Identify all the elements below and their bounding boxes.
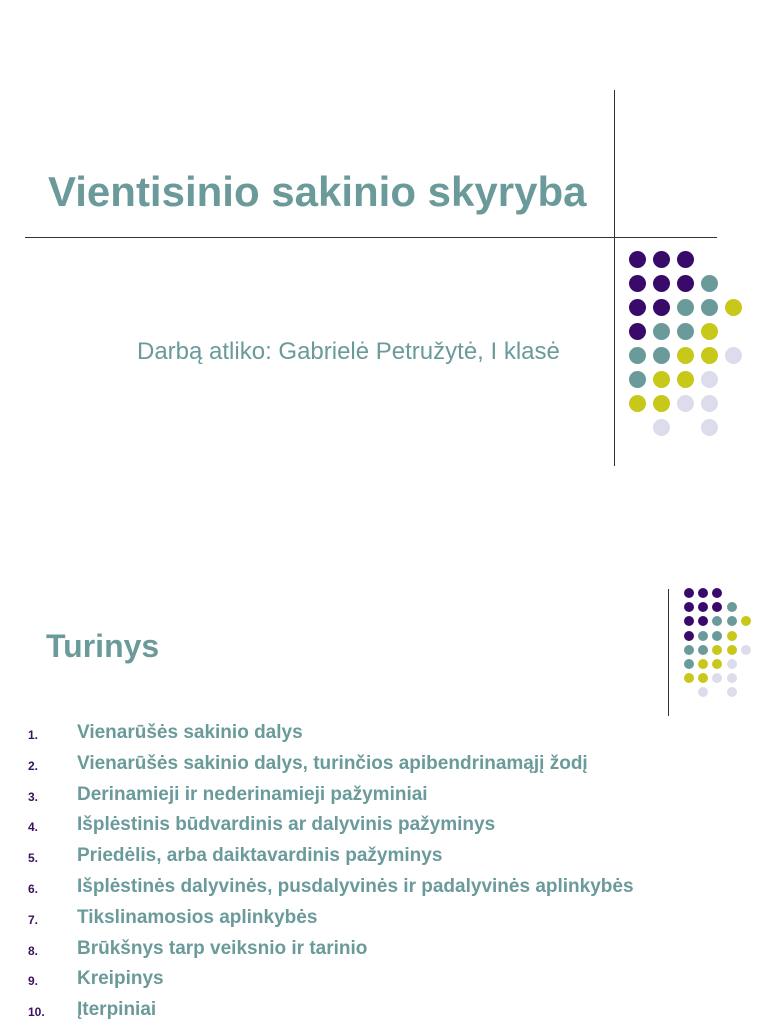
decorative-dot [684, 616, 694, 626]
list-item-number: 10. [28, 1005, 45, 1020]
list-item-text: Priedėlis, arba daiktavardinis pažyminys [77, 845, 443, 867]
decorative-dot [712, 631, 722, 641]
decorative-dot [677, 347, 694, 364]
decorative-dot [727, 673, 737, 683]
decorative-dot [725, 299, 742, 316]
decorative-dot [701, 419, 718, 436]
decorative-dot [727, 602, 737, 612]
decorative-dot [712, 616, 722, 626]
decorative-dot [677, 371, 694, 388]
decorative-dot [741, 645, 751, 655]
decorative-dot [741, 616, 751, 626]
vertical-divider [668, 589, 669, 716]
contents-title: Turinys [46, 628, 160, 664]
list-item-number: 7. [28, 912, 39, 927]
list-item-text: Derinamieji ir nederinamieji pažyminiai [77, 783, 428, 805]
decorative-dot [653, 299, 670, 316]
decorative-dot [629, 371, 646, 388]
decorative-dot [701, 299, 718, 316]
list-item-text: Kreipinys [77, 968, 164, 990]
decorative-dot [653, 371, 670, 388]
decorative-dot [677, 275, 694, 292]
decorative-dot [727, 631, 737, 641]
decorative-dot [698, 588, 708, 598]
list-item-number: 4. [28, 820, 39, 835]
decorative-dot [701, 323, 718, 340]
decorative-dot [727, 687, 737, 697]
decorative-dot [725, 347, 742, 364]
list-item-text: Tikslinamosios aplinkybės [77, 906, 318, 928]
decorative-dot [727, 616, 737, 626]
decorative-dot [684, 673, 694, 683]
list-item-text: Įterpiniai [77, 999, 157, 1021]
decorative-dot [701, 371, 718, 388]
decorative-dot [712, 659, 722, 669]
decorative-dot [629, 347, 646, 364]
decorative-dot [701, 395, 718, 412]
list-item-number: 8. [28, 943, 39, 958]
decorative-dot [677, 299, 694, 316]
contents-slide [0, 500, 768, 1024]
list-item-number: 9. [28, 974, 39, 989]
decorative-dot [653, 323, 670, 340]
decorative-dot [684, 631, 694, 641]
decorative-dot [653, 347, 670, 364]
decorative-dot [653, 275, 670, 292]
decorative-dot [727, 645, 737, 655]
list-item-number: 2. [28, 758, 39, 773]
decorative-dot [677, 395, 694, 412]
list-item-text: Vienarūšės sakinio dalys, turinčios apibendrinamąjį žodį [77, 752, 588, 774]
decorative-dot [698, 659, 708, 669]
decorative-dot [653, 419, 670, 436]
decorative-dot [684, 588, 694, 598]
decorative-dot [684, 659, 694, 669]
list-item-text: Brūkšnys tarp veiksnio ir tarinio [77, 937, 368, 959]
decorative-dot [629, 323, 646, 340]
decorative-dot [698, 602, 708, 612]
decorative-dot [629, 395, 646, 412]
decorative-dot [701, 275, 718, 292]
slide-subtitle: Darbą atliko: Gabrielė Petružytė, I klasė [137, 338, 560, 365]
list-item-number: 6. [28, 881, 39, 896]
list-item-number: 5. [28, 851, 39, 866]
decorative-dot [677, 251, 694, 268]
decorative-dot [712, 645, 722, 655]
decorative-dot [712, 673, 722, 683]
decorative-dot [712, 602, 722, 612]
decorative-dot [653, 251, 670, 268]
decorative-dot [629, 251, 646, 268]
slide-title: Vientisinio sakinio skyryba [48, 168, 587, 215]
list-item-text: Išplėstinis būdvardinis ar dalyvinis pažyminys [77, 814, 496, 836]
list-item-number: 1. [28, 728, 39, 742]
decorative-dot [712, 588, 722, 598]
decorative-dot [684, 645, 694, 655]
decorative-dot [701, 347, 718, 364]
decorative-dot [698, 645, 708, 655]
decorative-dot [698, 673, 708, 683]
vertical-divider [614, 90, 615, 466]
decorative-dot [684, 602, 694, 612]
decorative-dot [629, 299, 646, 316]
list-item-number: 3. [28, 789, 39, 804]
decorative-dot [629, 275, 646, 292]
decorative-dot [698, 687, 708, 697]
decorative-dot [698, 631, 708, 641]
decorative-dot [727, 659, 737, 669]
decorative-dot [698, 616, 708, 626]
list-item-text: Vienarūšės sakinio dalys [77, 722, 303, 743]
title-slide [0, 0, 768, 500]
decorative-dot [677, 323, 694, 340]
list-item-text: Išplėstinės dalyvinės, pusdalyvinės ir padalyvinės aplinkybės [77, 875, 634, 897]
decorative-dot [653, 395, 670, 412]
